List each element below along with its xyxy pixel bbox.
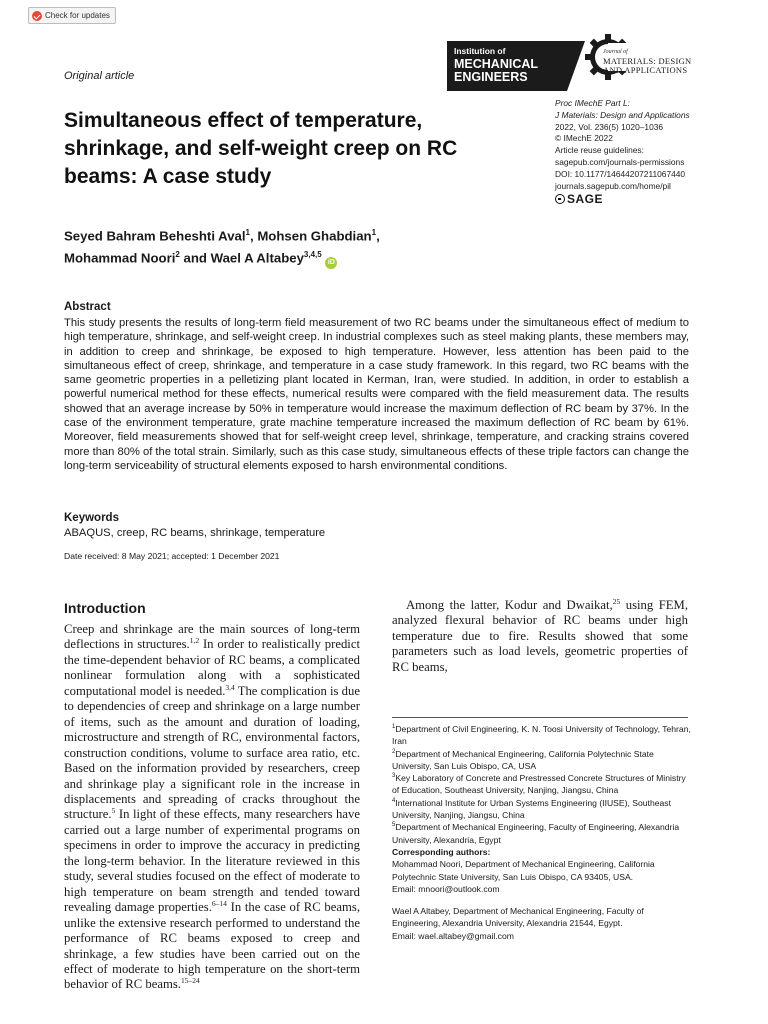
meta-line: J Materials: Design and Applications <box>555 109 690 120</box>
article-type: Original article <box>64 70 135 82</box>
affiliations <box>392 723 692 942</box>
meta-line: Article reuse guidelines: <box>555 145 644 156</box>
text-run: Among the latter, Kodur and Dwaikat, <box>406 598 613 612</box>
introduction-heading: Introduction <box>64 600 146 616</box>
article-title: Simultaneous effect of temperature, shrinkage, and self-weight creep on RC beams: A case study <box>64 109 458 188</box>
affiliation-text: Department of Mechanical Engineering, California Polytechnic State University, San Luis Obispo, CA, USA <box>392 748 654 771</box>
citation[interactable]: 1,2 <box>189 636 200 646</box>
affiliation <box>392 797 692 822</box>
citation[interactable]: 5 <box>111 806 116 816</box>
paragraph <box>392 598 688 675</box>
affiliation-number: 4 <box>392 797 396 804</box>
affiliation-text: Department of Mechanical Engineering, Faculty of Engineering, Alexandria University, Alexandria, Egypt <box>392 822 680 845</box>
orcid-icon[interactable]: iD <box>325 257 337 269</box>
citation[interactable]: 25 <box>612 596 621 606</box>
imeche-line3: ENGINEERS <box>454 70 528 84</box>
doi-link[interactable]: DOI: 10.1177/14644207211067440 <box>555 168 686 179</box>
email-link[interactable]: Email: mnoori@outlook.com <box>392 883 500 894</box>
author-affiliation: 2 <box>175 250 180 260</box>
corresponding-author: Mohammad Noori, Department of Mechanical Engineering, California Polytechnic State University, San Luis Obispo, CA 93405, USA. <box>392 859 655 882</box>
publication-meta <box>555 98 755 192</box>
text-run: In the case of RC beams, unlike the extensive research performed to understand the performance of RC beams exposed to creep and shrinkage, a few studies have been carried out on the effect of moderate to high temperature on the short-term behavior of RC beams. <box>64 900 360 992</box>
affiliation-text: Key Laboratory of Concrete and Prestressed Concrete Structures of Ministry of Education, Southeast University, Nanjing, Jiangsu, China <box>392 773 686 796</box>
text-run: In order to realistically predict the time-dependent behavior of RC beams, a complicated nonlinear formulation along with a sophisticated computational model is needed. <box>64 637 360 698</box>
keywords-heading: Keywords <box>64 512 119 524</box>
journal-name-line1: Journal of <box>603 49 628 55</box>
author-list: Seyed Bahram Beheshti Aval$^1$, Mohsen Ghabdian$^1$, Mohammad Noori$^2$ and Wael A Altabey$^{3,4,5}$ iD <box>64 223 514 269</box>
footnote-divider <box>392 717 688 718</box>
text-run: The complication is due to dependencies of creep and shrinkage on a large number of items, such as the amount and duration of loading, microstructure and strength of RC, environmental factors, construction conditions, volume to surface area ratio, etc. Based on the information provided by researchers, creep and shrinkage play a significant role in the increase in displacements and spreading of cracks throughout the structure. <box>64 683 360 822</box>
paragraph <box>64 622 360 993</box>
author-name: Mohammad Noori <box>64 250 176 266</box>
affiliation <box>392 821 692 846</box>
check-for-updates-button[interactable] <box>28 7 116 24</box>
author-affiliation: 3,4,5 <box>303 250 322 260</box>
sage-logo <box>555 192 603 206</box>
imeche-logo <box>447 41 585 91</box>
abstract-text: This study presents the results of long-term field measurement of two RC beams under the simultaneous effect of medium to high temperature, shrinkage, and self-weight creep. In industrial complexes such as steel making plants, these members may, in addition to creep and shrinkage, be exposed to high temperature. However, less attention has been paid to the simultaneous effect of creep, shrinkage, and temperature in a case study framework. In this regard, two RC beams with the same geometric properties in a pelletizing plant located in Kerman, Iran, were studied. In addition, in order to establish a powerful numerical method for these effects, numerical results were compared with the field measurement data. The results showed that an average increase by 50% in temperature would increase the maximum deflection of RC beam by 37%. In the case of the environment temperature, grate machine temperature increased the maximum deflection of RC beam by 61%. Moreover, field measurements showed that for self-weight creep level, shrinkage, temperature, and cracking strains covered more than 80% of the total strain. Similarly, such as this case study, simultaneous effects of these triple factors can change the long-term serviceability of structural elements exposed to harsh environmental conditions. <box>64 317 689 472</box>
affiliation-number: 3 <box>392 773 396 780</box>
body-column-left <box>64 622 360 993</box>
author-name: Wael A Altabey <box>210 250 304 266</box>
affiliation <box>392 772 692 797</box>
affiliation-number: 2 <box>392 748 396 755</box>
journal-name <box>603 48 691 75</box>
journal-home-link[interactable]: journals.sagepub.com/home/pil <box>555 180 671 191</box>
affiliation-number: 5 <box>392 822 396 829</box>
citation[interactable]: 3,4 <box>225 682 235 692</box>
imeche-line1: Institution of <box>454 46 506 56</box>
meta-line: 2022, Vol. 236(5) 1020–1036 <box>555 121 664 132</box>
affiliation <box>392 723 692 748</box>
citation[interactable]: 15–24 <box>180 976 200 986</box>
meta-line: © IMechE 2022 <box>555 133 613 144</box>
dates-received: Date received: 8 May 2021; accepted: 1 December 2021 <box>64 551 280 561</box>
check-updates-icon <box>32 11 42 21</box>
affiliation-text: International Institute for Urban Systems Engineering (IIUSE), Southeast University, Nanjing, Jiangsu, China <box>392 797 671 821</box>
affiliation <box>392 748 692 773</box>
keywords-text: ABAQUS, creep, RC beams, shrinkage, temperature <box>64 527 326 539</box>
sage-icon <box>555 194 565 204</box>
text-run: In light of these effects, many researchers have carried out a large number of experimental programs on specimens in order to improve the accuracy in predicting the long-term behavior. In the literature reviewed in this study, several studies focused on the effect of moderate to high temperature on beam strength and tended toward revealing damage properties. <box>64 807 360 915</box>
journal-name-line3: AND APPLICATIONS <box>603 65 688 75</box>
affiliation-text: Department of Civil Engineering, K. N. Toosi University of Technology, Tehran, Iran <box>392 724 691 747</box>
author-name: Mohsen Ghabdian <box>257 228 372 244</box>
affiliation-number: 1 <box>392 724 396 731</box>
author-affiliation: 1 <box>371 228 377 237</box>
imeche-line2: MECHANICAL <box>454 57 539 71</box>
sage-label: SAGE <box>567 192 604 206</box>
citation[interactable]: 6–14 <box>211 898 227 908</box>
body-column-right <box>392 598 688 675</box>
author-name: Seyed Bahram Beheshti Aval <box>64 228 246 244</box>
text-run: Creep and shrinkage are the main sources of long-term deflections in structures. <box>64 622 360 652</box>
author-affiliation: 1 <box>245 228 250 237</box>
corresponding-authors-label: Corresponding authors: <box>392 846 491 857</box>
check-updates-label: Check for updates <box>45 11 110 20</box>
text-run: using FEM, analyzed flexural behavior of RC beams under high temperature due to fire. Results showed that some parameters such as load levels, geometric properties of RC beams, <box>392 598 688 674</box>
email-link[interactable]: Email: wael.altabey@gmail.com <box>392 930 514 941</box>
corresponding-author: Wael A Altabey, Department of Mechanical Engineering, Faculty of Engineering, Alexandria University, Alexandria 21544, Egypt. <box>392 906 644 929</box>
journal-name-line2: MATERIALS: DESIGN <box>603 56 692 66</box>
abstract-heading: Abstract <box>64 301 111 313</box>
meta-line: Proc IMechE Part L: <box>555 98 630 108</box>
permissions-link[interactable]: sagepub.com/journals-permissions <box>555 156 685 167</box>
